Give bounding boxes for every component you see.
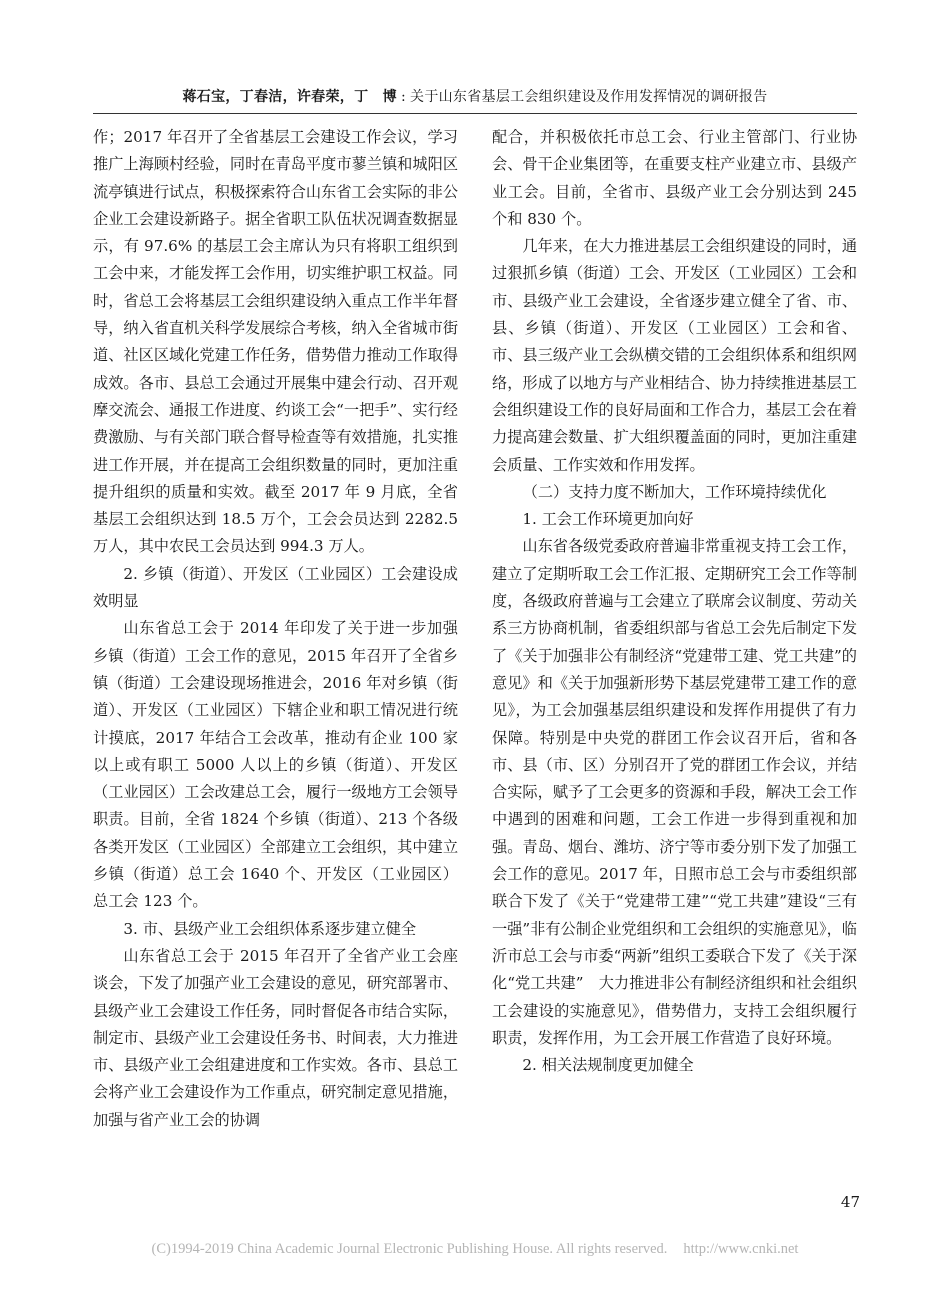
right-column (492, 124, 857, 1079)
section-heading: 3. 市、县级产业工会组织体系逐步建立健全 (123, 919, 417, 938)
header-separator: : (400, 89, 407, 105)
running-header (0, 86, 950, 106)
paragraph-continued: 配合，并积极依托市总工会、行业主管部门、行业协会、骨干企业集团等，在重要支柱产业建立市、县级产业工会。目前，全省市、县级产业工会分别达到 245 个和 830 个。 (492, 128, 857, 228)
header-rule (93, 113, 857, 114)
section-heading: 2. 相关法规制度更加健全 (522, 1056, 694, 1075)
paragraph: 山东省总工会于 2015 年召开了全省产业工会座谈会，下发了加强产业工会建设的意见，研究部署市、县级产业工会建设工作任务，同时督促各市结合实际，制定市、县级产业工会建设任务书、时间表，大力推进市、县级产业工会组建进度和工作实效。各市、县总工会将产业工会建设作为工作重点，研究制定意见措施，加强与省产业工会的协调 (93, 946, 458, 1129)
footer-url[interactable]: http://www.cnki.net (683, 1241, 799, 1257)
paragraph-continued: 作；2017 年召开了全省基层工会建设工作会议，学习推广上海顾村经验，同时在青岛平度市蓼兰镇和城阳区流亭镇进行试点，积极探索符合山东省工会实际的非公企业工会建设新路子。据全省职工队伍状况调查数据显示，有 97.6% 的基层工会主席认为只有将职工组织到工会中来，才能发挥工会作用，切实维护职工权益。同时，省总工会将基层工会组织建设纳入重点工作半年督导，纳入省直机关科学发展综合考核，纳入全省城市街道、社区区域化党建工作任务，借势借力推动工作取得成效。各市、县总工会通过开展集中建会行动、召开观摩交流会、通报工作进度、约谈工会“一把手”、实行经费激励、与有关部门联合督导检查等有效措施，扎实推进工作开展，并在提高工会组织数量的同时，更加注重提升组织的质量和实效。截至 2017 年 9 月底，全省基层工会组织达到 18.5 万个，工会会员达到 2282.5 万人，其中农民工会员达到 994.3 万人。 (93, 128, 458, 556)
left-column (93, 124, 458, 1134)
header-title: 关于山东省基层工会组织建设及作用发挥情况的调研报告 (410, 89, 768, 105)
page-number: 47 (840, 1193, 860, 1211)
subsection-heading: （二）支持力度不断加大，工作环境持续优化 (522, 482, 827, 501)
paragraph: 山东省各级党委政府普遍非常重视支持工会工作，建立了定期听取工会工作汇报、定期研究工会工作等制度，各级政府普遍与工会建立了联席会议制度、劳动关系三方协商机制，省委组织部与省总工会先后制定下发了《关于加强非公有制经济“党建带工建、党工共建”的意见》和《关于加强新形势下基层党建带工建工作的意见》，为工会加强基层组织建设和发挥作用提供了有力保障。特别是中央党的群团工作会议召开后，省和各市、县（市、区）分别召开了党的群团工作会议，并结合实际，赋予了工会更多的资源和手段，解决工会工作中遇到的困难和问题，工会工作进一步得到重视和加强。青岛、烟台、潍坊、济宁等市委分别下发了加强工会工作的意见。2017 年，日照市总工会与市委组织部联合下发了《关于“党建带工建”“党工共建”建设“三有一强”非有公制企业党组织和工会组织的实施意见》，临沂市总工会与市委“两新”组织工委联合下发了《关于深化“党工共建” 大力推进非公有制经济组织和社会组织工会建设的实施意见》，借势借力，支持工会组织履行职责，发挥作用，为工会开展工作营造了良好环境。 (492, 537, 857, 1047)
copyright-text: (C)1994-2019 China Academic Journal Electronic Publishing House. All rights reserved. (151, 1241, 668, 1257)
copyright-footer (0, 1241, 950, 1258)
section-heading: 2. 乡镇（街道）、开发区（工业园区）工会建设成效明显 (93, 564, 458, 611)
section-heading: 1. 工会工作环境更加向好 (522, 510, 694, 529)
header-authors: 蒋石宝，丁春洁，许春荣，丁 博 (182, 89, 397, 105)
paragraph: 几年来，在大力推进基层工会组织建设的同时，通过狠抓乡镇（街道）工会、开发区（工业园区）工会和市、县级产业工会建设，全省逐步建立健全了省、市、县、乡镇（街道）、开发区（工业园区）工会和省、市、县三级产业工会纵横交错的工会组织体系和组织网络，形成了以地方与产业相结合、协力持续推进基层工会组织建设工作的良好局面和工作合力，基层工会在着力提高建会数量、扩大组织覆盖面的同时，更加注重建会质量、工作实效和作用发挥。 (492, 237, 857, 474)
paragraph: 山东省总工会于 2014 年印发了关于进一步加强乡镇（街道）工会工作的意见，2015 年召开了全省乡镇（街道）工会建设现场推进会，2016 年对乡镇（街道）、开发区（工业园区）下辖企业和职工情况进行统计摸底，2017 年结合工会改革，推动有企业 100 家以上或有职工 5000 人以上的乡镇（街道）、开发区（工业园区）工会改建总工会，履行一级地方工会领导职责。目前，全省 1824 个乡镇（街道）、213 个各级各类开发区（工业园区）全部建立工会组织，其中建立乡镇（街道）总工会 1640 个、开发区（工业园区）总工会 123 个。 (93, 619, 458, 911)
